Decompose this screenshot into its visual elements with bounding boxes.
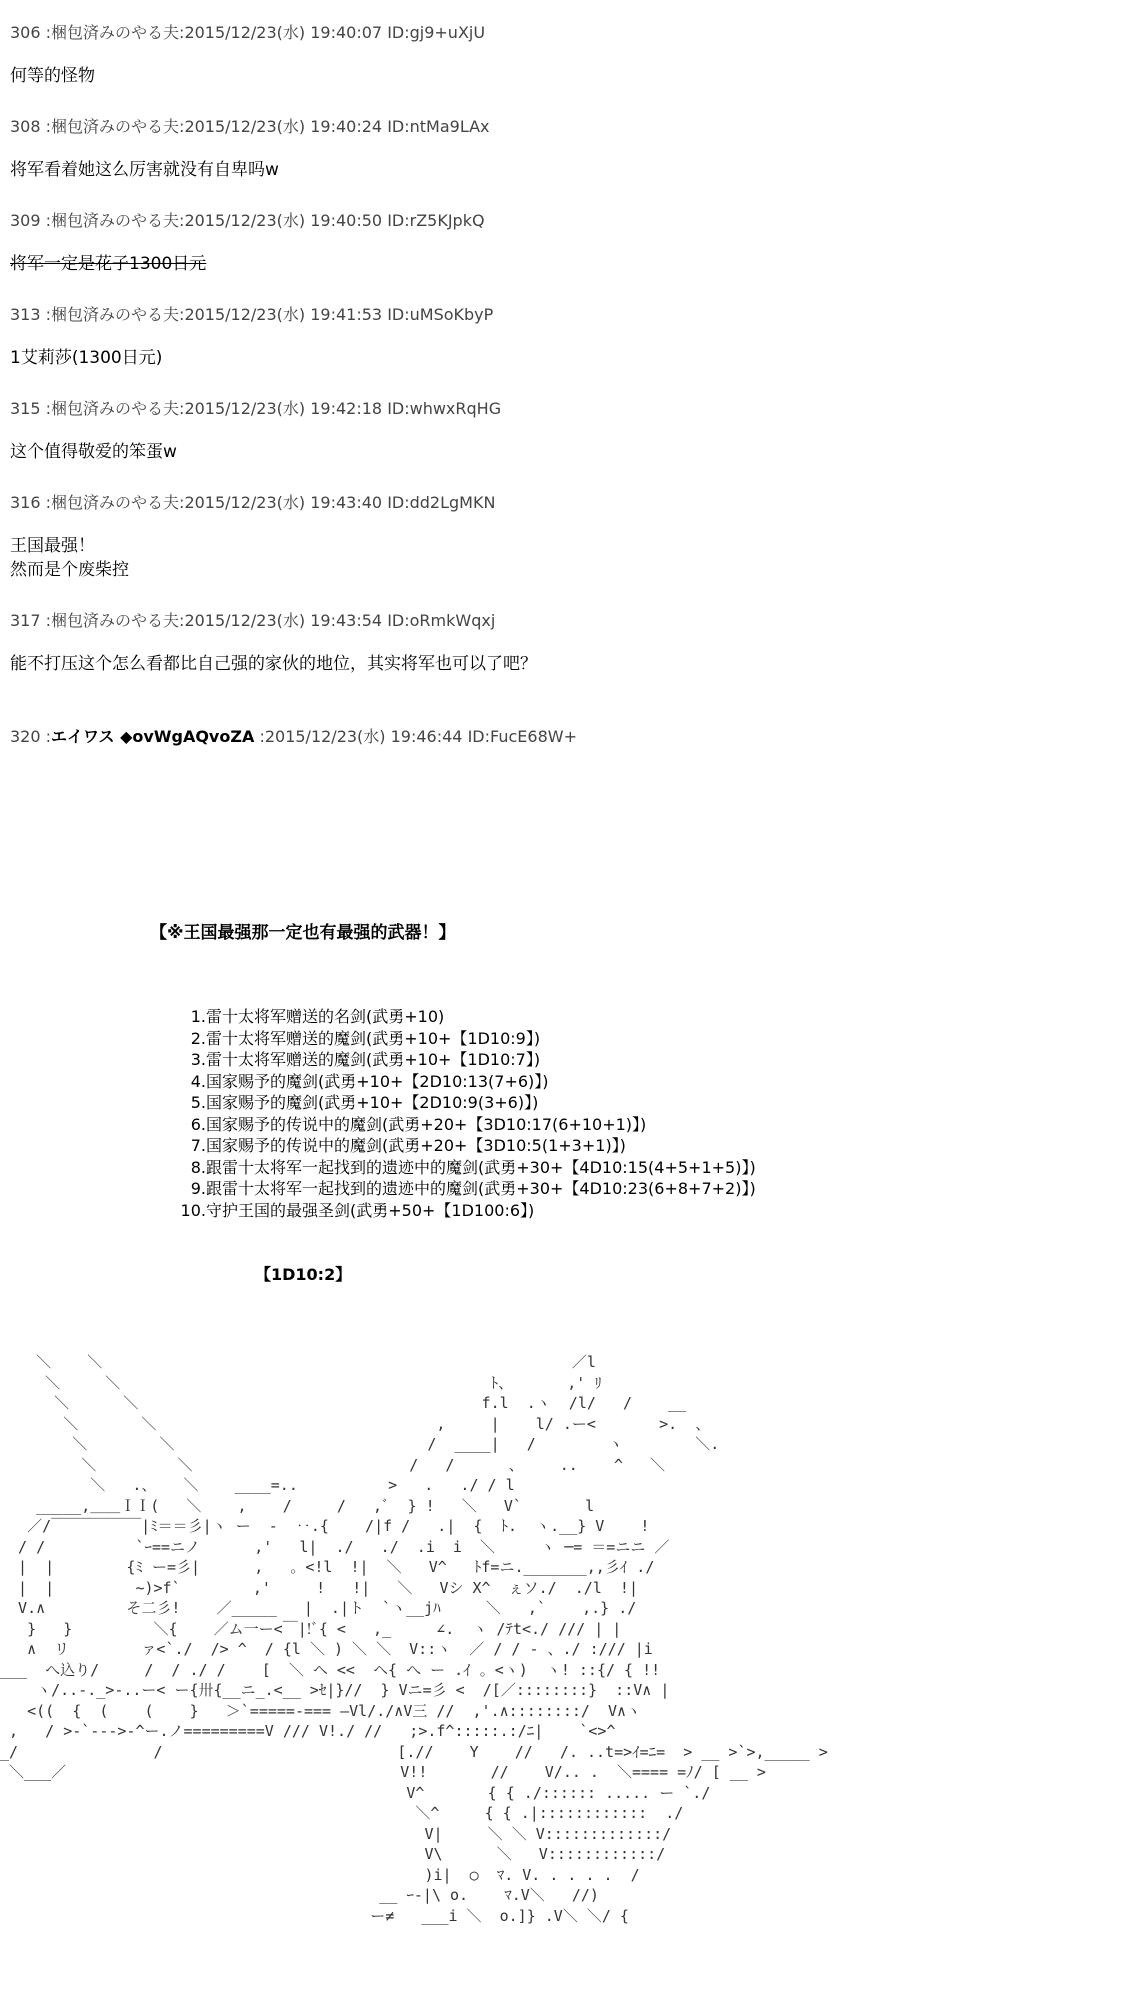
option-number: 4. — [190, 1071, 206, 1091]
option-item — [178, 1092, 756, 1114]
post-313 — [10, 304, 1115, 370]
post-body: 1艾莉莎(1300日元) — [10, 348, 163, 368]
option-item — [178, 1071, 756, 1093]
post-separator: : — [40, 493, 52, 512]
post-320 — [10, 726, 1115, 748]
post-number[interactable]: 315 — [10, 399, 41, 418]
option-item — [178, 1114, 756, 1136]
poster-name: 梱包済みのやる夫 — [51, 611, 180, 630]
option-list — [178, 1006, 756, 1221]
post-separator: : — [40, 305, 52, 324]
poster-name: 梱包済みのやる夫 — [51, 305, 180, 324]
post-id[interactable]: ID:uMSoKbyP — [387, 305, 494, 324]
option-text: 国家赐予的传说中的魔剑(武勇+20+【3D10:17(6+10+1)】) — [206, 1114, 647, 1134]
post-315 — [10, 398, 1115, 464]
post-header — [10, 304, 1115, 326]
post-list — [10, 22, 1115, 676]
option-item — [178, 1028, 756, 1050]
option-item — [178, 1157, 756, 1179]
post-number[interactable]: 308 — [10, 117, 41, 136]
post-separator: : — [179, 23, 185, 42]
post-body: 王国最强！ 然而是个废柴控 — [10, 536, 129, 580]
post-number[interactable]: 317 — [10, 611, 41, 630]
option-number: 6. — [190, 1114, 206, 1134]
poster-name: 梱包済みのやる夫 — [51, 399, 180, 418]
post-body: 将军一定是花子1300日元 — [10, 254, 207, 274]
post-separator: : — [45, 727, 52, 746]
option-item — [178, 1006, 756, 1028]
post-id[interactable]: ID:dd2LgMKN — [387, 493, 496, 512]
post-id[interactable]: ID:whwxRqHG — [387, 399, 502, 418]
post-header — [10, 492, 1115, 514]
option-text: 雷十太将军赠送的魔剑(武勇+10+【1D10:9】) — [206, 1028, 541, 1048]
option-text: 跟雷十太将军一起找到的遗迹中的魔剑(武勇+30+【4D10:15(4+5+1+5)】) — [206, 1157, 756, 1177]
option-text: 雷十太将军赠送的魔剑(武勇+10+【1D10:7】) — [206, 1050, 541, 1069]
post-date: 2015/12/23(水) 19:43:54 — [184, 611, 383, 630]
option-number: 9. — [190, 1179, 206, 1198]
post-separator: : — [179, 117, 185, 136]
aa-title: 【※王国最强那一定也有最强的武器！】 — [150, 923, 456, 943]
option-number: 7. — [190, 1136, 206, 1155]
post-number[interactable]: 316 — [10, 493, 41, 512]
post-id[interactable]: ID:ntMa9LAx — [387, 117, 490, 136]
post-separator: : — [40, 611, 52, 630]
option-text: 国家赐予的传说中的魔剑(武勇+20+【3D10:5(1+3+1)】) — [206, 1136, 626, 1155]
post-306 — [10, 22, 1115, 88]
post-separator: : — [179, 399, 185, 418]
post-header — [10, 398, 1115, 420]
post-separator: : — [179, 611, 185, 630]
post-separator: : — [179, 493, 185, 512]
option-text: 守护王国的最强圣剑(武勇+50+【1D100:6】) — [206, 1200, 535, 1220]
post-date: 2015/12/23(水) 19:42:18 — [184, 399, 383, 418]
post-header — [10, 210, 1115, 232]
post-date: 2015/12/23(水) 19:46:44 — [264, 727, 463, 746]
poster-name: 梱包済みのやる夫 — [51, 117, 180, 136]
option-item — [178, 1178, 756, 1200]
post-body: 何等的怪物 — [10, 66, 95, 86]
post-id[interactable]: ID:oRmkWqxj — [387, 611, 496, 630]
post-date: 2015/12/23(水) 19:40:50 — [184, 211, 383, 230]
poster-name: エイワス ◆ovWgAQvoZA — [51, 727, 255, 746]
post-id[interactable]: ID:gj9+uXjU — [387, 23, 486, 42]
post-309 — [10, 210, 1115, 276]
post-header — [10, 726, 1115, 748]
post-date: 2015/12/23(水) 19:41:53 — [184, 305, 383, 324]
post-header — [10, 116, 1115, 138]
post-separator: : — [40, 23, 52, 42]
option-text: 国家赐予的魔剑(武勇+10+【2D10:9(3+6)】) — [206, 1093, 539, 1112]
option-number: 2. — [190, 1028, 206, 1048]
post-date: 2015/12/23(水) 19:40:24 — [184, 117, 383, 136]
post-body: 能不打压这个怎么看都比自己强的家伙的地位，其实将军也可以了吧？ — [10, 654, 537, 674]
post-date: 2015/12/23(水) 19:43:40 — [184, 493, 383, 512]
post-separator: : — [40, 117, 52, 136]
option-number: 8. — [190, 1157, 206, 1177]
post-316 — [10, 492, 1115, 582]
poster-name: 梱包済みのやる夫 — [51, 211, 180, 230]
post-number[interactable]: 313 — [10, 305, 41, 324]
option-text: 国家赐予的魔剑(武勇+10+【2D10:13(7+6)】) — [206, 1071, 549, 1091]
post-separator: : — [40, 399, 52, 418]
option-text: 雷十太将军赠送的名剑(武勇+10) — [206, 1007, 445, 1026]
post-separator: : — [179, 305, 185, 324]
option-number: 5. — [190, 1093, 206, 1112]
post-separator: : — [40, 211, 52, 230]
post-body: 将军看着她这么厉害就没有自卑吗w — [10, 160, 279, 180]
option-text: 跟雷十太将军一起找到的遗迹中的魔剑(武勇+30+【4D10:23(6+8+7+2)】) — [206, 1179, 756, 1198]
ascii-art: ＼ ＼ ／l ＼ ＼ ﾄ、 ,' ﾘ ＼ ＼ f.l .ヽ /l/ / __ ＼ ＼ , | l/ .ー< >. 、 ＼ ＼ / ____| / ヽ ＼. ＼ ＼ / / 、 .. ^ ＼ ＼ .、 ＼ ____=.. > . ./ / l _____,＿＿ＩＩ( ＼ , / / ,ﾞ } ! ＼ V` l ／/￣￣￣￣￣￣|ﾐ＝＝彡|ヽ ー - ‥.{ /|f / .| { ﾄ. ヽ.__} V ! / / `ｰ==ニノ ,' l| ./ ./ .i i ＼ ヽ ─= ＝=ニニ ／ | | {ﾐ ー=彡| , 。<!l !| ＼ V^ ﾄf=ニ._______,,彡ｲ ./ | | ~)>f` ,' ! !| ＼ Vシ X^ ぇソ./ ./l !| V.∧ そ二彡! ／_____ | .|ト `ヽ__jﾊ ＼ ,` ,.} ./ } } ＼{ ／ム一ー<￣|!ﾞ{ < ,_ ∠. ヽ /ﾃt<./ /// | | ∧ リ ァ<`./ /> ^ / {l ＼ ) ＼ ＼ V::ヽ ／ / / - 、./ :/// |i ___ へ込り/ / / ./ / [ ＼ ヘ << ヘ{ へ ー .ｲ 。<ヽ) ヽ! ::{/ { !! ヽ/..-._>-..ー< ー{卅{__ニ_.<__ >ｾ|}// } Vニ=彡 < /[／::::::::} ::V∧ | <(( { ( ( } ＞`=====-=== ―Vl/./∧V三 // ,'.∧::::::::/ V∧ヽ , / >-`--->-^ー.ノ=========V /// V!./ // ;>.f^:::::.:/ﾆ| `<>^ _/ / [.// Y // /. ..t=>ｲ=ﾆ= > __ >`>,_____ > ＼___／ V!! // V/.. . ＼==== =ﾉ/ [ __ > V^ { { ./:::::: ..... ー `./ ＼^ { { .|:::::::::::: ./ V| ＼ ＼ V:::::::::::::/ V\ ＼ V::::::::::::/ )i| ○ ﾏ. V. . . . . / __ ｰ-|\ o. ﾏ.V＼ //) ー≠ ___i ＼ o.]} .V＼ ＼/ { — [0, 1353, 828, 1925]
post-number[interactable]: 309 — [10, 211, 41, 230]
poster-name: 梱包済みのやる夫 — [51, 23, 180, 42]
post-body: 这个值得敬爱的笨蛋w — [10, 442, 177, 462]
option-number: 3. — [190, 1050, 206, 1069]
post-308 — [10, 116, 1115, 182]
dice-result: 【1D10:2】 — [255, 1265, 352, 1284]
post-date: 2015/12/23(水) 19:40:07 — [184, 23, 383, 42]
option-item — [178, 1200, 756, 1222]
post-317 — [10, 610, 1115, 676]
post-header — [10, 610, 1115, 632]
post-id[interactable]: ID:FucE68W+ — [467, 727, 577, 746]
option-item — [178, 1135, 756, 1157]
post-number[interactable]: 306 — [10, 23, 41, 42]
poster-name: 梱包済みのやる夫 — [51, 493, 180, 512]
post-header — [10, 22, 1115, 44]
option-number: 1. — [190, 1007, 206, 1026]
post-separator: : — [179, 211, 185, 230]
post-separator: : — [259, 727, 265, 746]
thread — [10, 22, 1115, 748]
post-id[interactable]: ID:rZ5KJpkQ — [387, 211, 485, 230]
option-item — [178, 1049, 756, 1071]
option-number: 10. — [180, 1200, 206, 1220]
post-number[interactable]: 320 — [10, 727, 41, 746]
